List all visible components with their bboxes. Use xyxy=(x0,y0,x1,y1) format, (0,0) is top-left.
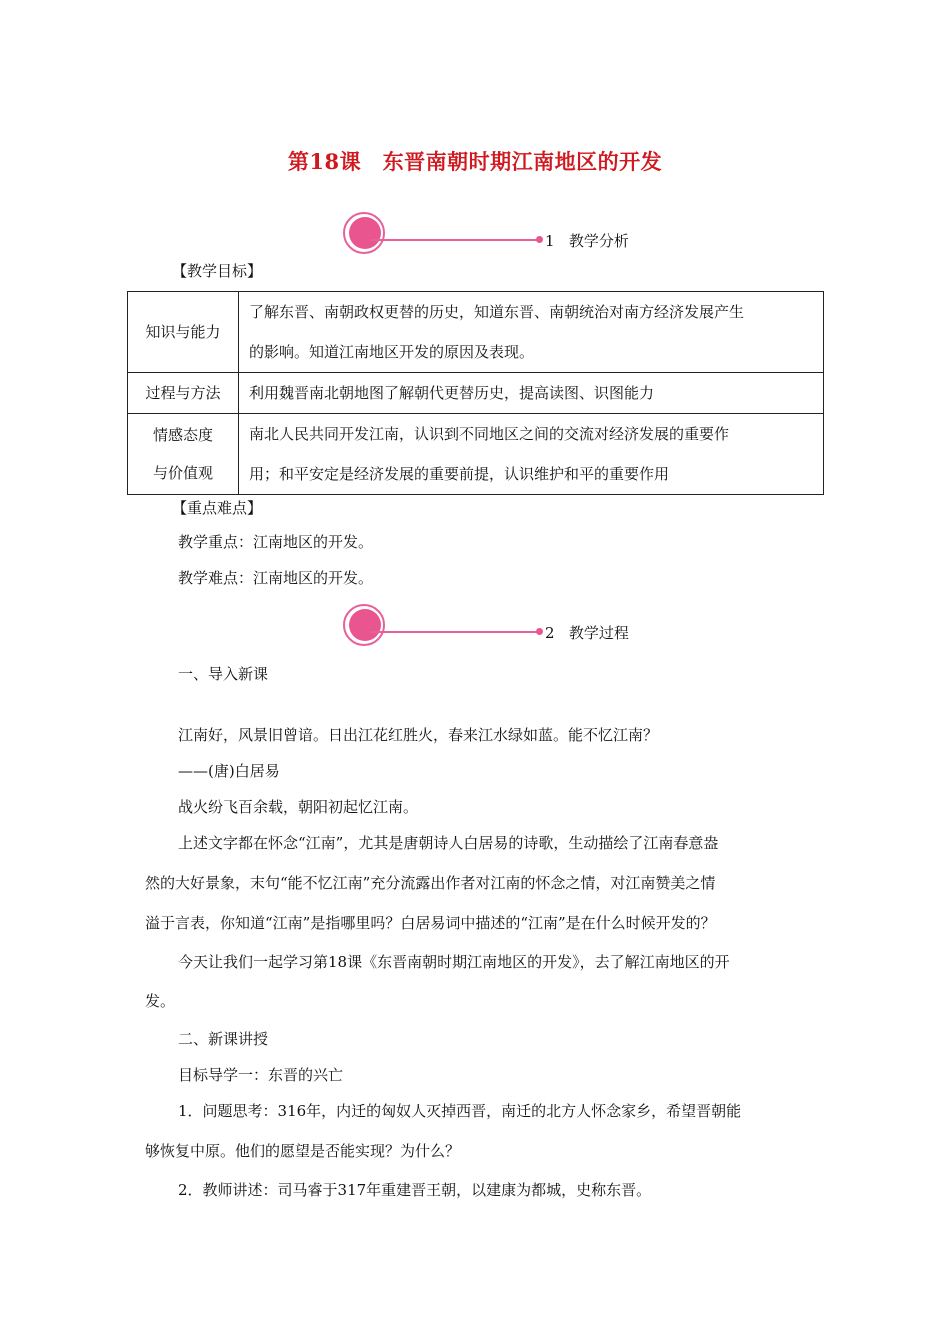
table-head-cell: 过程与方法 xyxy=(128,373,239,414)
section-marker-1 xyxy=(340,212,660,262)
table-row xyxy=(128,373,824,414)
table-head-cell: 知识与能力 xyxy=(128,292,239,373)
table-row xyxy=(128,414,824,495)
goals-table xyxy=(127,291,824,495)
paragraph-line: 今天让我们一起学习第18课《东晋南朝时期江南地区的开发》，去了解江南地区的开 xyxy=(178,953,730,971)
goals-heading: 【教学目标】 xyxy=(172,262,263,280)
paragraph-line: 发。 xyxy=(145,992,176,1010)
part1-heading: 一、导入新课 xyxy=(178,665,269,683)
section-label-2: 2 教学过程 xyxy=(545,624,629,642)
list-item: 1．问题思考：316年，内迁的匈奴人灭掉西晋，南迁的北方人怀念家乡，希望晋朝能 xyxy=(178,1102,742,1120)
table-body-cell: 南北人民共同开发江南，认识到不同地区之间的交流对经济发展的重要作 用；和平安定是经济发展的重要前提，认识维护和平的重要作用 xyxy=(239,414,824,495)
poem-line: 江南好，风景旧曾谙。日出江花红胜火，春来江水绿如蓝。能不忆江南？ xyxy=(178,726,659,744)
poem-author: ——(唐)白居易 xyxy=(178,762,280,780)
table-body-cell: 了解东晋、南朝政权更替的历史，知道东晋、南朝统治对南方经济发展产生 的影响。知道江南地区开发的原因及表现。 xyxy=(239,292,824,373)
table-body-cell: 利用魏晋南北朝地图了解朝代更替历史，提高读图、识图能力 xyxy=(239,373,824,414)
key-heading: 【重点难点】 xyxy=(172,499,263,517)
difficulties: 教学难点：江南地区的开发。 xyxy=(178,569,374,587)
list-item: 够恢复中原。他们的愿望是否能实现？为什么？ xyxy=(145,1142,461,1160)
table-row xyxy=(128,292,824,373)
key-points: 教学重点：江南地区的开发。 xyxy=(178,533,374,551)
section-label-1: 1 教学分析 xyxy=(545,232,629,250)
objective-heading: 目标导学一：东晋的兴亡 xyxy=(178,1066,344,1084)
paragraph-line: 然的大好景象，末句“能不忆江南”充分流露出作者对江南的怀念之情，对江南赞美之情 xyxy=(145,874,716,892)
paragraph-line: 溢于言表，你知道“江南”是指哪里吗？白居易词中描述的“江南”是在什么时候开发的？ xyxy=(145,914,716,932)
list-item: 2．教师讲述：司马睿于317年重建晋王朝，以建康为都城，史称东晋。 xyxy=(178,1181,652,1199)
paragraph-line: 上述文字都在怀念“江南”，尤其是唐朝诗人白居易的诗歌，生动描绘了江南春意盎 xyxy=(178,834,719,852)
poem-line: 战火纷飞百余载，朝阳初起忆江南。 xyxy=(178,798,419,816)
lesson-title: 第18课 东晋南朝时期江南地区的开发 xyxy=(287,149,663,174)
section-marker-2 xyxy=(340,604,660,654)
table-head-cell: 情感态度 与价值观 xyxy=(128,414,239,495)
part2-heading: 二、新课讲授 xyxy=(178,1030,269,1048)
